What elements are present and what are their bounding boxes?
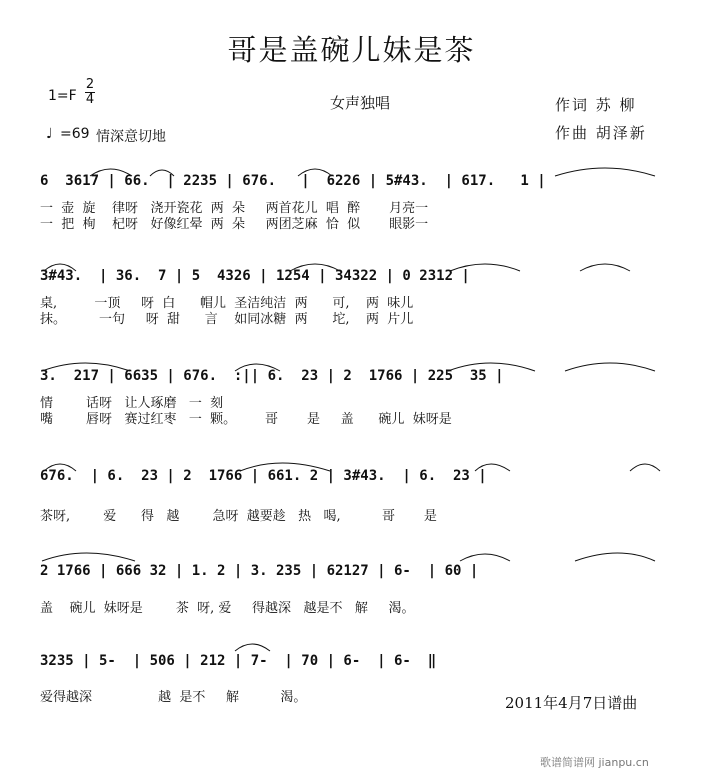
slur-marks (40, 635, 665, 655)
subtitle: 女声独唱 (330, 94, 391, 112)
lyric-verse-1: 情 话呀 让人琢磨 一 刻 (40, 396, 224, 411)
notation-line: 3. 217 | 6635 | 676. :|| 6. 23 | 2 1766 | 225 35 | (40, 368, 504, 384)
song-title: 哥是盖碗儿妹是茶 (227, 33, 476, 67)
composer-credit: 作曲 胡泽新 (555, 124, 647, 142)
notation-line: 676. | 6. 23 | 2 1766 | 661. 2 | 3#43. | 6. 23 | (40, 468, 487, 484)
lyricist-credit: 作词 苏 柳 (555, 96, 637, 114)
slur-marks (40, 545, 665, 565)
key-signature: 1=F (48, 88, 77, 104)
tempo-value: =69 (60, 126, 90, 142)
lyric-verse-1: 一 壶 旋 律呀 浇开瓷花 两 朵 两首花儿 唱 醉 月亮一 (40, 201, 429, 216)
time-signature-bottom: 4 (85, 92, 95, 107)
lyric-verse-1: 爱得越深 越 是不 解 渴。 (40, 690, 307, 705)
lyric-verse-2: 嘴 唇呀 赛过红枣 一 颗。 哥 是 盖 碗儿 妹呀是 (40, 412, 452, 427)
expression-marking: 情深意切地 (96, 129, 166, 145)
staff-row-1 (40, 160, 665, 240)
lyric-verse-1: 茶呀, 爱 得 越 急呀 越要趁 热 喝, 哥 是 (40, 509, 437, 524)
notation-line: 3235 | 5- | 506 | 212 | 7- | 70 | 6- | 6- ‖ (40, 653, 437, 669)
staff-row-2 (40, 255, 665, 335)
staff-row-5 (40, 545, 665, 615)
staff-row-4 (40, 455, 665, 525)
quarter-note-icon: ♩ (46, 126, 53, 142)
lyric-verse-1: 桌, 一顶 呀 白 帽儿 圣洁纯洁 两 可, 两 味儿 (40, 296, 414, 311)
notation-line: 2 1766 | 666 32 | 1. 2 | 3. 235 | 62127 | 6- | 60 | (40, 563, 479, 579)
watermark: 歌谱简谱网 jianpu.cn (540, 756, 649, 769)
time-signature (85, 78, 95, 107)
time-signature-top: 2 (85, 77, 95, 92)
tempo-marking (46, 126, 90, 142)
lyric-verse-2: 一 把 栒 杞呀 好像红晕 两 朵 两团芝麻 恰 似 眼影一 (40, 217, 429, 232)
lyric-verse-1: 盖 碗儿 妹呀是 茶 呀, 爱 得越深 越是不 解 渴。 (40, 601, 415, 616)
lyric-verse-2: 抹。 一句 呀 甜 言 如同冰糖 两 坨, 两 片儿 (40, 312, 414, 327)
notation-line: 3#43. | 36. 7 | 5 4326 | 1254 | 34322 | 0 2312 | (40, 268, 470, 284)
composition-date: 2011年4月7日谱曲 (505, 694, 638, 712)
notation-line: 6 3617 | 66. | 2235 | 676. | 6226 | 5#43. | 617. 1 | (40, 173, 546, 189)
staff-row-3 (40, 355, 665, 435)
